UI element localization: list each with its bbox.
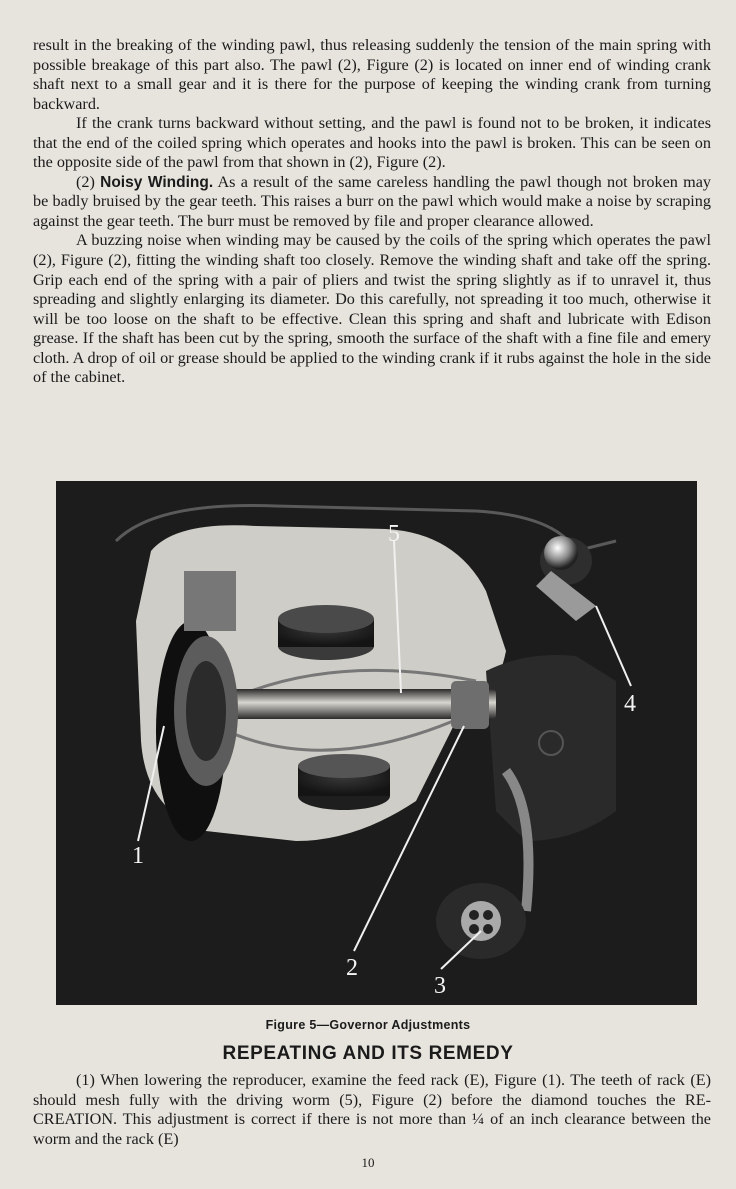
paragraph-1: result in the breaking of the winding pawl, thus releasing suddenly the tension of the main spring with possible breakage of this part also. The pawl (2), Figure (2) is located on inner end of winding crank shaft next to a small gear and it is there for the purpose of keeping the winding crank from turning backward. <box>33 36 711 113</box>
paragraph-4: A buzzing noise when winding may be caused by the coils of the spring which operates the pawl (2), Figure (2), fitting the winding shaft too closely. Remove the winding shaft and take off the spring. Grip each end of the spring with a pair of pliers and twist the spring slightly as if to unravel it, thus spreading and slightly enlarging its diameter. Do this carefully, not spreading it too much, otherwise it will be too loose on the shaft to be effective. Clean this spring and shaft and lubricate with Edison grease. If the shaft has been cut by the spring, smooth the surface of the shaft with a fine file and emery cloth. A drop of oil or grease should be applied to the winding crank if it rubs against the hole in the side of the cabinet. <box>33 231 711 387</box>
figure-label-3: 3 <box>434 973 446 999</box>
bottom-paragraph: (1) When lowering the reproducer, examine the feed rack (E), Figure (1). The teeth of rack (E) should mesh fully with the driving worm (5), Figure (2) before the diamond touches the RE-CREATION. This adjustment is correct if there is not more than ¼ of an inch clearance between the worm and the rack (E) <box>33 1071 711 1148</box>
section-heading: REPEATING AND ITS REMEDY <box>222 1043 514 1064</box>
figure-label-2: 2 <box>346 955 358 981</box>
figure-label-4: 4 <box>624 691 636 717</box>
figure-caption: Figure 5—Governor Adjustments <box>265 1018 471 1032</box>
figure-label-1: 1 <box>132 843 144 869</box>
bottom-text <box>33 1071 711 1149</box>
governor-figure <box>56 481 697 1005</box>
body-text <box>33 36 711 388</box>
paragraph-3 <box>33 173 711 232</box>
paragraph-2: If the crank turns backward without setting, and the pawl is found not to be broken, it indicates that the end of the coiled spring which operates and hooks into the pawl is broken. This can be seen on the opposite side of the pawl from that shown in (2), Figure (2). <box>33 114 711 172</box>
figure-label-5: 5 <box>388 521 400 547</box>
paragraph-3-heading: Noisy Winding. <box>100 173 214 191</box>
paragraph-3-text: As a result of the same careless handling the pawl though not broken may be badly bruised by the gear teeth. This raises a burr on the pawl which would make a noise by scraping against the gear teeth. The burr must be removed by file and proper clearance allowed. <box>33 172 711 230</box>
page-number: 10 <box>361 1155 375 1170</box>
governor-photo <box>56 481 697 1005</box>
paragraph-3-lead: (2) <box>76 172 101 191</box>
